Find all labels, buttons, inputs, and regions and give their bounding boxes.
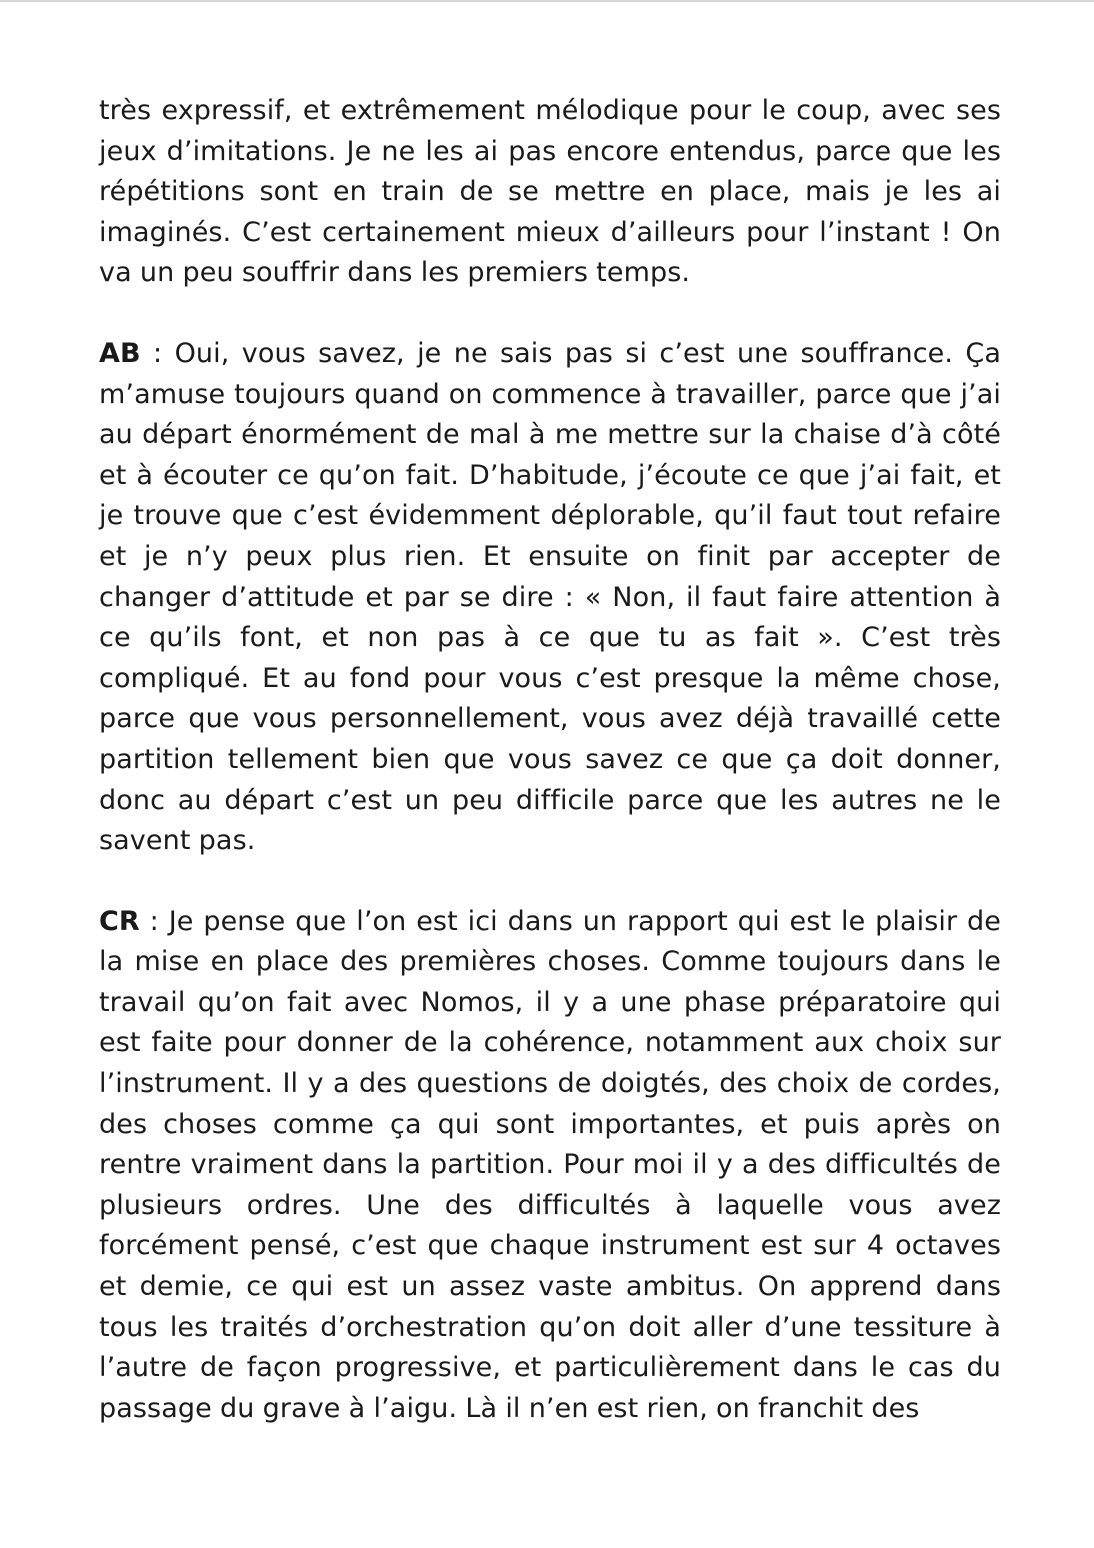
paragraph-text: : Oui, vous savez, je ne sais pas si c’est une souffrance. Ça m’amuse toujours quand on commence à travailler, parce que j’ai au départ énormément de mal à me mettre sur la chaise d’à côté et à écouter ce qu’on fait. D’habitude, j’écoute ce que j’ai fait, et je trouve que c’est évidemment déplorable, qu’il faut tout refaire et je n’y peux plus rien. Et ensuite on finit par accepter de changer d’attitude et par se dire : « Non, il faut faire attention à ce qu’ils font, et non pas à ce que tu as fait ». C’est très compliqué. Et au fond pour vous c’est presque la même chose, parce que vous personnellement, vous avez déjà travaillé cette partition tellement bien que vous savez ce que ça doit donner, donc au départ c’est un peu difficile parce que les autres ne le savent pas. bbox=[99, 337, 1001, 857]
paragraph-text: très expressif, et extrêmement mélodique pour le coup, avec ses jeux d’imitations. Je ne les ai pas encore entendus, parce que les répétitions sont en train de se mettre en place, mais je les ai imaginés. C’est certainement mieux d’ailleurs pour l’instant ! On va un peu souffrir dans les premiers temps. bbox=[99, 95, 1001, 289]
document-body bbox=[99, 91, 1001, 1429]
speaker-label: CR bbox=[99, 905, 140, 937]
paragraph-cr bbox=[99, 902, 1001, 1430]
paragraph-text: : Je pense que l’on est ici dans un rapport qui est le plaisir de la mise en place des premières choses. Comme toujours dans le travail qu’on fait avec Nomos, il y a une phase préparatoire qui est faite pour donner de la cohérence, notamment aux choix sur l’instrument. Il y a des questions de doigtés, des choix de cordes, des choses comme ça qui sont importantes, et puis après on rentre vraiment dans la partition. Pour moi il y a des difficultés de plusieurs ordres. Une des difficultés à laquelle vous avez forcément pensé, c’est que chaque instrument est sur 4 octaves et demie, ce qui est un assez vaste ambitus. On apprend dans tous les traités d’orchestration qu’on doit aller d’une tessiture à l’autre de façon progressive, et particulièrement dans le cas du passage du grave à l’aigu. Là il n’en est rien, on franchit des bbox=[99, 905, 1001, 1424]
paragraph-continuation bbox=[99, 91, 1001, 294]
paragraph-ab bbox=[99, 334, 1001, 862]
top-divider bbox=[0, 0, 1094, 2]
speaker-label: AB bbox=[99, 337, 141, 369]
